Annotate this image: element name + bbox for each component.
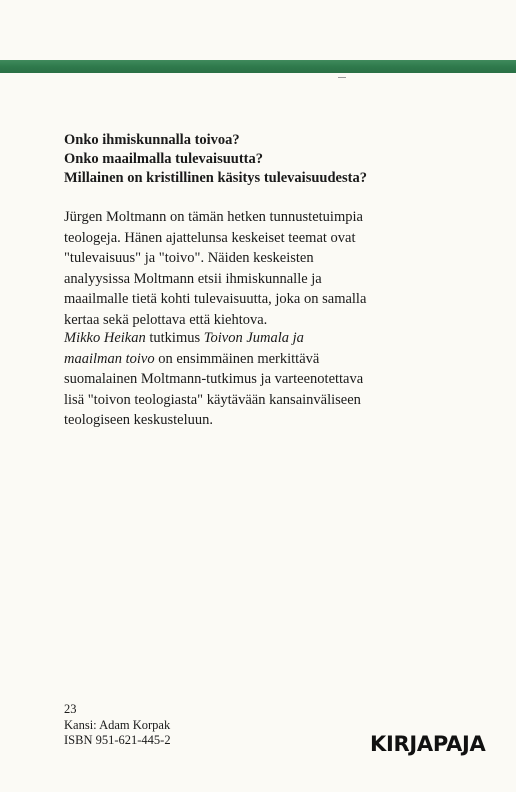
text-fragment: on ensimmäinen merkittävä <box>154 350 320 367</box>
question-line: Onko maailmalla tulevaisuutta? <box>64 151 263 167</box>
paragraph-line <box>64 349 464 370</box>
paragraph-line: suomalainen Moltmann-tutkimus ja varteenotettava <box>64 371 364 387</box>
top-green-band <box>0 60 516 73</box>
study-paragraph <box>64 328 464 431</box>
publisher-logo: KIRJAPAJA <box>370 732 486 756</box>
question-line: Onko ihmiskunnalla toivoa? <box>64 132 240 148</box>
question-block <box>64 131 484 188</box>
intro-paragraph <box>64 207 464 330</box>
paragraph-line: analyysissa Moltmann etsii ihmiskunnalle ja <box>64 270 322 287</box>
book-title: maailman toivo <box>64 350 155 367</box>
paragraph-line: "tulevaisuus" ja "toivo". Näiden keskeisten <box>64 250 314 266</box>
paragraph-line: teologiseen keskusteluun. <box>64 412 214 428</box>
paragraph-line: teologeja. Hänen ajattelunsa keskeiset teemat ovat <box>64 229 356 246</box>
colophon <box>64 702 171 749</box>
print-speck <box>338 77 346 78</box>
paragraph-line: maailmalle tietä kohti tulevaisuutta, joka on samalla <box>64 291 367 307</box>
book-title: Toivon Jumala ja <box>203 330 304 346</box>
cover-credit: Kansi: Adam Korpak <box>64 717 171 732</box>
text-fragment: tutkimus <box>145 330 204 346</box>
paragraph-line: lisä "toivon teologiasta" käytävään kansainväliseen <box>64 391 361 408</box>
question-line: Millainen on kristillinen käsitys tulevaisuudesta? <box>64 170 367 186</box>
paragraph-line: Jürgen Moltmann on tämän hetken tunnustetuimpia <box>64 209 363 225</box>
series-number: 23 <box>64 702 77 716</box>
isbn: ISBN 951-621-445-2 <box>64 733 171 747</box>
paragraph-line <box>64 328 464 349</box>
paragraph-line: kertaa sekä pelottava että kiehtova. <box>64 311 268 328</box>
author-name: Mikko Heikan <box>64 330 146 346</box>
